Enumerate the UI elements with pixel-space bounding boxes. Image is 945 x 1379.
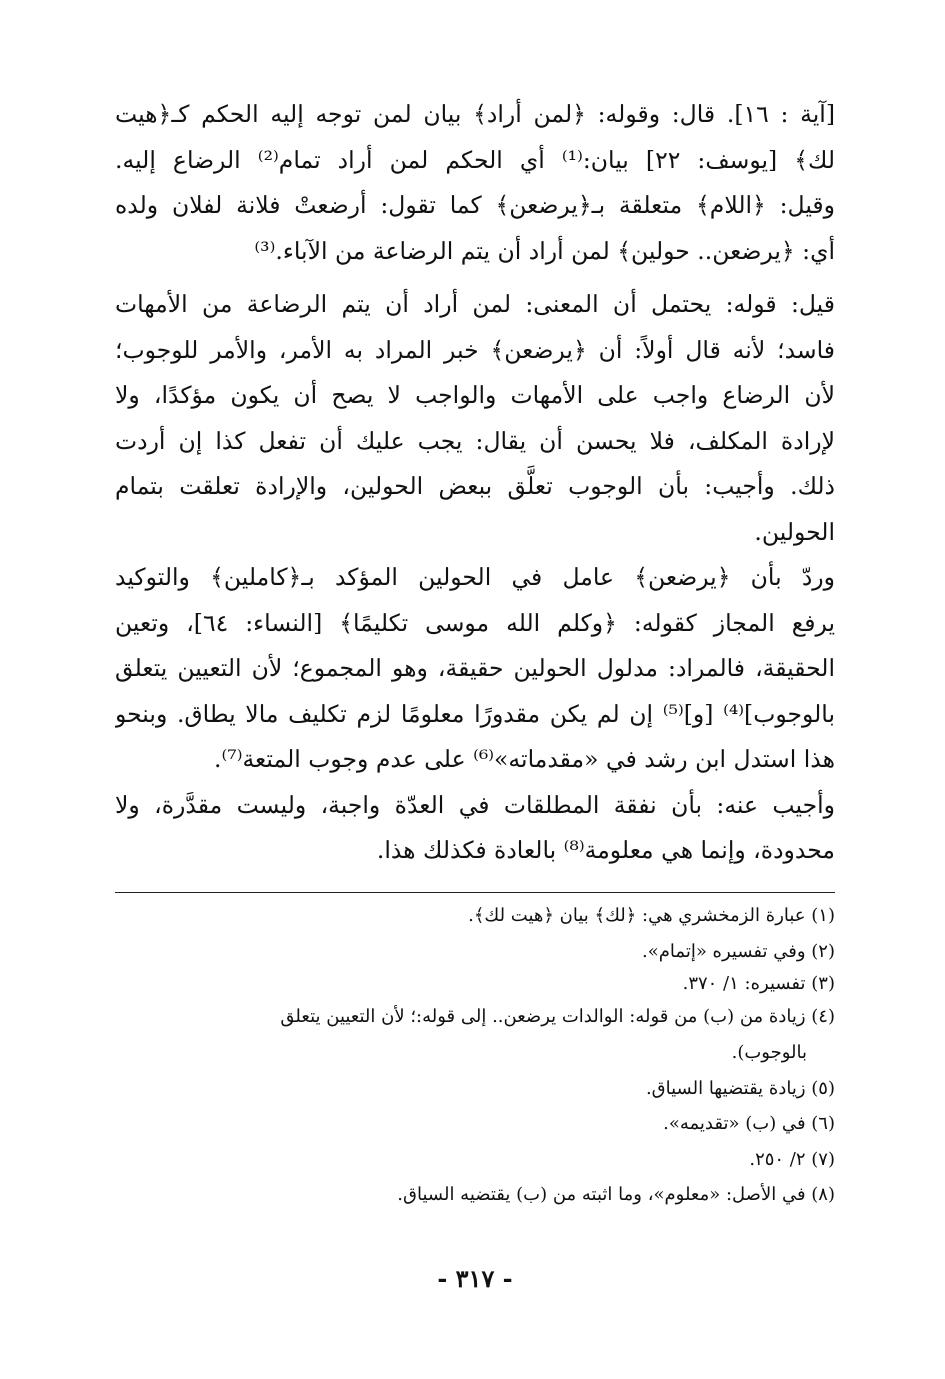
text-line: [آية : ١٦]. قال: وقوله: ﴿لمن أراد﴾ بيان لمن توجه إليه الحكم كـ﴿هيت [115,100,835,128]
footnote-4-continuation: بالوجوب). [731,1042,807,1063]
footnote-5: (٥) زيادة يقتضيها السياق. [645,1077,835,1099]
footnote-7: (٧) ٢/ ٢٥٠. [749,1148,835,1170]
text-line: أي: ﴿يرضعن.. حولين﴾ لمن أراد أن يتم الرضاعة من الآباء.⁽³⁾ [254,236,835,265]
text-line: قيل: قوله: يحتمل أن المعنى: لمن أراد أن يتم الرضاعة من الأمهات [115,290,835,318]
text-line: فاسد؛ لأنه قال أولاً: أن ﴿يرضعن﴾ خبر المراد به الأمر، والأمر للوجوب؛ [115,335,835,364]
footnote-2: (٢) وفي تفسيره «إتمام». [642,940,835,962]
text-line: بالوجوب]⁽⁴⁾ [و]⁽⁵⁾ إن لم يكن مقدورًا معلومًا لزم تكليف مالا يطاق. وبنحو [115,699,835,728]
text-line: وأجيب عنه: بأن نفقة المطلقات في العدّة واجبة، وليست مقدَّرة، ولا [115,790,835,819]
text-line: ذلك. وأجيب: بأن الوجوب تعلَّق ببعض الحولين، والإرادة تعلقت بتمام [115,472,835,500]
text-line: وردّ بأن ﴿يرضعن﴾ عامل في الحولين المؤكد بـ﴿كاملين﴾ والتوكيد [115,563,835,591]
footnote-1: (١) عبارة الزمخشري هي: ﴿لك﴾ بيان ﴿هيت لك﴾. [468,905,835,926]
footnote-8: (٨) في الأصل: «معلوم»، وما اثبته من (ب) يقتضيه السياق. [397,1184,835,1205]
text-line: محدودة، وإنما هي معلومة⁽⁸⁾ بالعادة فكذلك هذا. [376,836,835,864]
text-line: الحولين. [754,517,835,546]
text-line: لك﴾ [يوسف: ٢٢] بيان:⁽¹⁾ أي الحكم لمن أراد تمام⁽²⁾ الرضاع إليه. [115,145,835,174]
main-text [115,92,835,874]
text-line: هذا استدل ابن رشد في «مقدماته»⁽⁶⁾ على عدم وجوب المتعة⁽⁷⁾. [214,745,835,773]
footnote-3: (٣) تفسيره: ١/ ٣٧٠. [682,973,835,994]
page-number: - ٣١٧ - [437,1264,513,1293]
footnotes [115,898,835,1213]
footnote-separator [115,892,835,893]
text-line: لأن الرضاع واجب على الأمهات والواجب لا يصح أن يكون مؤكدًا، ولا [115,381,835,409]
footnote-4: (٤) زيادة من (ب) من قوله: الوالدات يرضعن.. إلى قوله:؛ لأن التعيين يتعلق [280,1006,835,1027]
text-line: الحقيقة، فالمراد: مدلول الحولين حقيقة، وهو المجموع؛ لأن التعيين يتعلق [115,654,835,682]
book-page [115,92,835,1293]
text-line: وقيل: ﴿اللام﴾ متعلقة بـ﴿يرضعن﴾ كما تقول: أرضعتْ فلانة لفلان ولده [115,191,835,219]
footnote-6: (٦) في (ب) «تقديمه». [663,1113,835,1134]
text-line: لإرادة المكلف، فلا يحسن أن يقال: يجب عليك أن تفعل كذا إن أردت [115,426,835,455]
paragraph-gap [115,274,835,282]
text-line: يرفع المجاز كقوله: ﴿وكلم الله موسى تكليمًا﴾ [النساء: ٦٤]، وتعين [115,608,835,637]
